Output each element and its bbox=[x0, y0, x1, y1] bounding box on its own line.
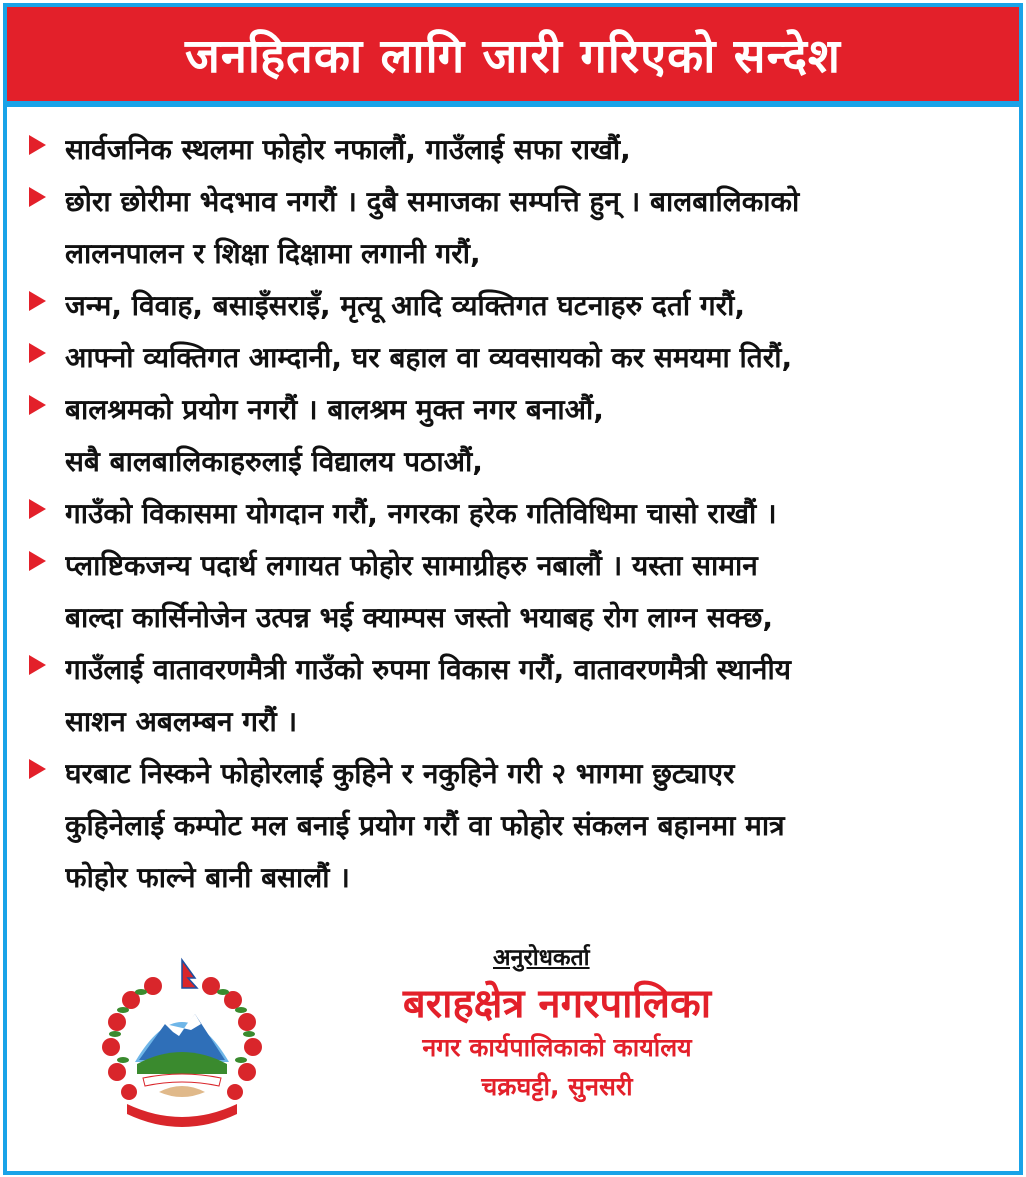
message-line: बालश्रमको प्रयोग नगरौं । बालश्रम मुक्त नगर बनाऔं, bbox=[65, 393, 604, 426]
message-item bbox=[27, 124, 1017, 176]
triangle-bullet-icon bbox=[29, 655, 46, 675]
message-item bbox=[27, 540, 1017, 644]
nepal-emblem-icon bbox=[87, 952, 277, 1142]
triangle-bullet-icon bbox=[29, 343, 46, 363]
message-line: छोरा छोरीमा भेदभाव नगरौं । दुबै समाजका सम्पत्ति हुन् । बालबालिकाको bbox=[65, 185, 800, 218]
message-item bbox=[27, 748, 1017, 904]
message-line: प्लाष्टिकजन्य पदार्थ लगायत फोहोर सामाग्रीहरु नबालौं । यस्ता सामान bbox=[65, 549, 758, 582]
message-item bbox=[27, 488, 1017, 540]
footer bbox=[7, 932, 1019, 1167]
message-line: गाउँको विकासमा योगदान गरौं, नगरका हरेक गतिविधिमा चासो राखौं । bbox=[65, 497, 777, 530]
message-line: गाउँलाई वातावरणमैत्री गाउँको रुपमा विकास गरौं, वातावरणमैत्री स्थानीय bbox=[65, 653, 791, 686]
triangle-bullet-icon bbox=[29, 395, 46, 415]
triangle-bullet-icon bbox=[29, 759, 46, 779]
message-line: जन्म, विवाह, बसाइँसराइँ, मृत्यू आदि व्यक्तिगत घटनाहरु दर्ता गरौं, bbox=[65, 289, 745, 322]
triangle-bullet-icon bbox=[29, 135, 46, 155]
requester-label: अनुरोधकर्ता bbox=[493, 945, 590, 971]
message-item bbox=[27, 644, 1017, 748]
message-line: घरबाट निस्कने फोहोरलाई कुहिने र नकुहिने गरी २ भागमा छुट्याएर bbox=[65, 757, 735, 790]
title-banner bbox=[7, 7, 1019, 107]
message-line: आफ्नो व्यक्तिगत आम्दानी, घर बहाल वा व्यवसायको कर समयमा तिरौं, bbox=[65, 341, 793, 374]
triangle-bullet-icon bbox=[29, 551, 46, 571]
notice-frame bbox=[3, 3, 1023, 1175]
message-line: फोहोर फाल्ने बानी बसालौं । bbox=[65, 861, 350, 894]
notice-title: जनहितका लागि जारी गरिएको सन्देश bbox=[184, 29, 842, 84]
office-address: चक्रघट्टी, सुनसरी bbox=[481, 1072, 633, 1101]
triangle-bullet-icon bbox=[29, 187, 46, 207]
message-item bbox=[27, 332, 1017, 384]
message-item bbox=[27, 176, 1017, 280]
triangle-bullet-icon bbox=[29, 499, 46, 519]
message-line: सार्वजनिक स्थलमा फोहोर नफालौं, गाउँलाई सफा राखौं, bbox=[65, 133, 631, 166]
office-name: नगर कार्यपालिकाको कार्यालय bbox=[422, 1033, 692, 1062]
message-item bbox=[27, 384, 1017, 488]
message-line: साशन अबलम्बन गरौं । bbox=[65, 705, 298, 738]
message-line: सबै बालबालिकाहरुलाई विद्यालय पठाऔं, bbox=[65, 445, 483, 478]
triangle-bullet-icon bbox=[29, 291, 46, 311]
message-line: बाल्दा कार्सिनोजेन उत्पन्न भई क्याम्पस जस्तो भयाबह रोग लाग्न सक्छ, bbox=[65, 601, 774, 634]
message-line: लालनपालन र शिक्षा दिक्षामा लगानी गरौं, bbox=[65, 237, 481, 270]
municipality-name: बराहक्षेत्र नगरपालिका bbox=[402, 981, 712, 1027]
message-line: कुहिनेलाई कम्पोट मल बनाई प्रयोग गरौं वा फोहोर संकलन बहानमा मात्र bbox=[65, 809, 785, 842]
message-list bbox=[27, 124, 1017, 904]
message-item bbox=[27, 280, 1017, 332]
